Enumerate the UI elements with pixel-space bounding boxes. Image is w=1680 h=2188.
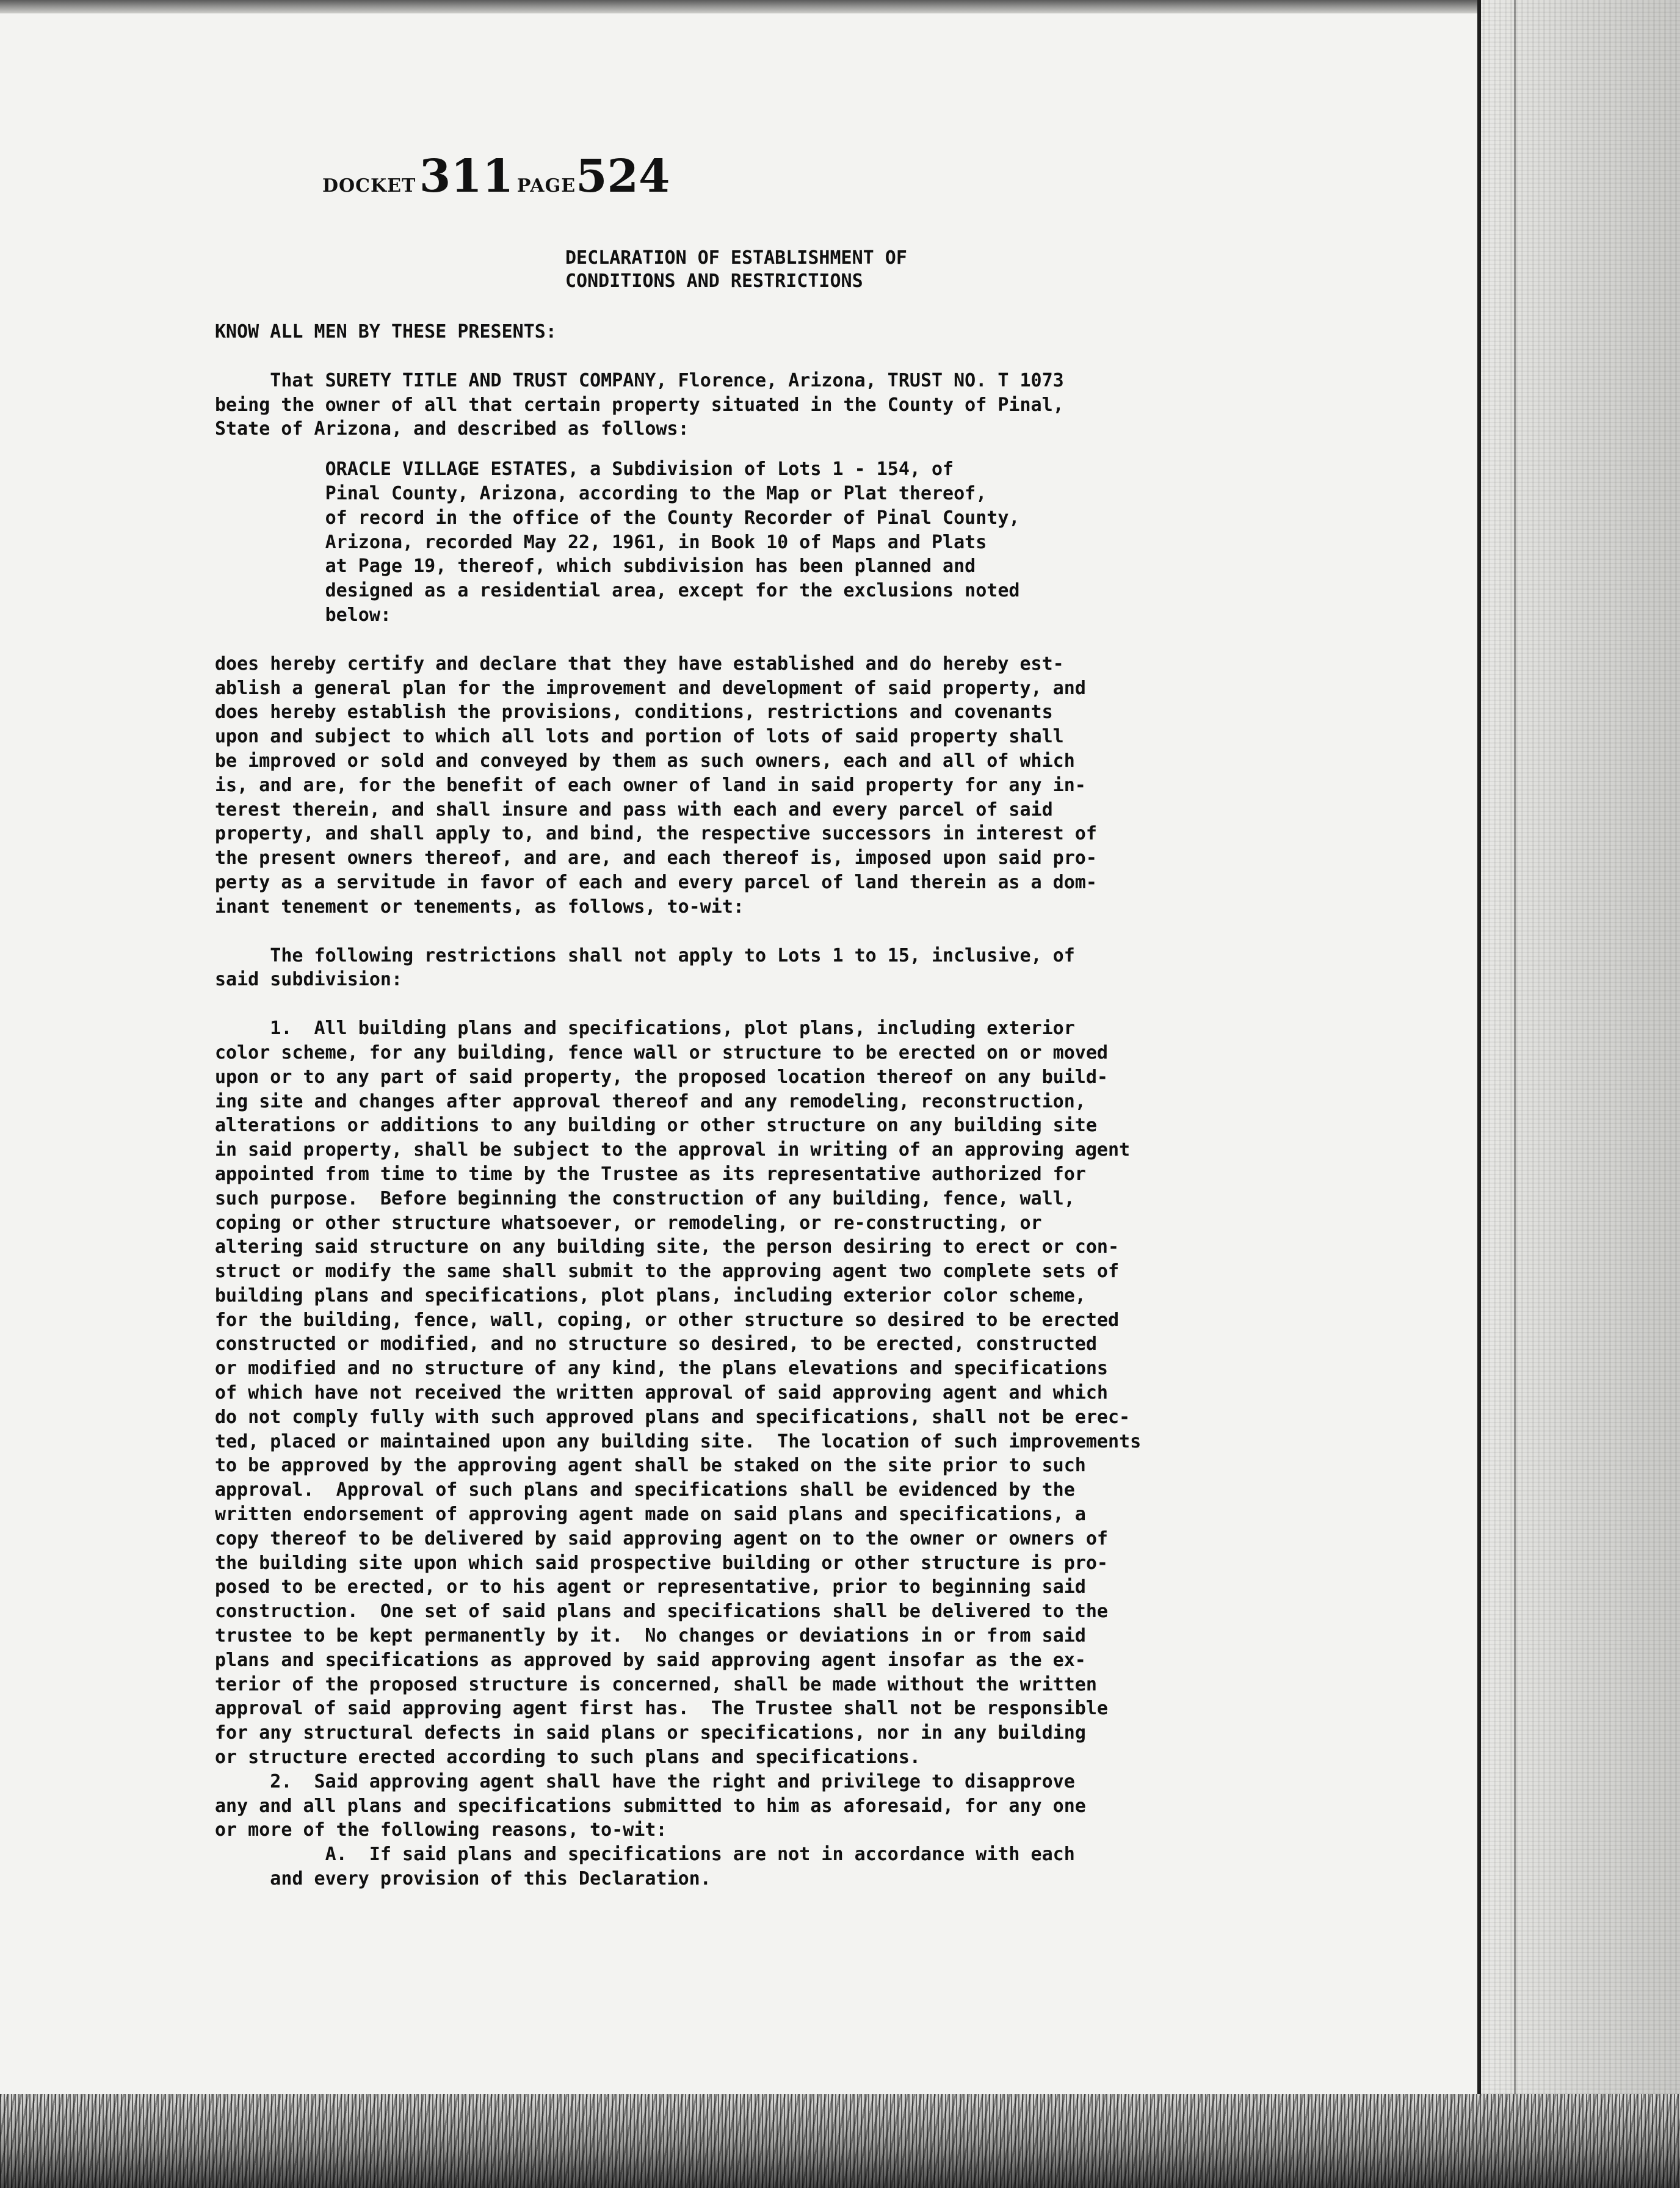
- text-line: below:: [215, 604, 391, 626]
- title-line-1: DECLARATION OF ESTABLISHMENT OF: [565, 247, 907, 269]
- text-line: perty as a servitude in favor of each and every parcel of land therein as a dom-: [215, 871, 1097, 893]
- text-line: designed as a residential area, except for the exclusions noted: [215, 580, 1020, 602]
- document-title: [565, 247, 907, 293]
- text-line: construction. One set of said plans and specifications shall be delivered to the: [215, 1601, 1108, 1623]
- docket-label: DOCKET: [322, 175, 416, 197]
- text-line: posed to be erected, or to his agent or representative, prior to beginning said: [215, 1576, 1086, 1598]
- text-line: being the owner of all that certain property situated in the County of Pinal,: [215, 394, 1064, 416]
- text-line: the building site upon which said prospective building or other structure is pro-: [215, 1552, 1108, 1574]
- text-line: be improved or sold and conveyed by them as such owners, each and all of which: [215, 750, 1075, 772]
- declaration-paragraph: [215, 652, 1436, 919]
- text-line: 1. All building plans and specifications, plot plans, including exterior: [215, 1018, 1075, 1040]
- text-line: ted, placed or maintained upon any building site. The location of such improvements: [215, 1430, 1142, 1452]
- text-line: Pinal County, Arizona, according to the Map or Plat thereof,: [215, 482, 987, 504]
- text-line: approval of said approving agent first has. The Trustee shall not be responsible: [215, 1698, 1108, 1720]
- text-line: upon or to any part of said property, the proposed location thereof on any build-: [215, 1066, 1108, 1088]
- document-body: [215, 320, 1436, 1891]
- text-line: or structure erected according to such plans and specifications.: [215, 1747, 921, 1769]
- intro-heading: KNOW ALL MEN BY THESE PRESENTS:: [215, 321, 557, 342]
- text-line: upon and subject to which all lots and portion of lots of said property shall: [215, 726, 1064, 748]
- docket-number: 311: [419, 150, 514, 203]
- text-line: plans and specifications as approved by said approving agent insofar as the ex-: [215, 1649, 1086, 1671]
- text-line: said subdivision:: [215, 969, 403, 991]
- text-line: ORACLE VILLAGE ESTATES, a Subdivision of Lots 1 - 154, of: [215, 458, 954, 480]
- text-line: for any structural defects in said plans or specifications, nor in any building: [215, 1722, 1086, 1744]
- owner-paragraph: [215, 369, 1436, 441]
- text-line: and every provision of this Declaration.: [215, 1868, 711, 1890]
- text-line: of which have not received the written approval of said approving agent and which: [215, 1382, 1108, 1404]
- docket-stamp: [322, 150, 670, 203]
- text-line: State of Arizona, and described as follows:: [215, 418, 689, 440]
- section-2: [215, 1770, 1436, 1891]
- text-line: terest therein, and shall insure and pass with each and every parcel of said: [215, 799, 1053, 820]
- text-line: coping or other structure whatsoever, or remodeling, or re-constructing, or: [215, 1212, 1042, 1234]
- title-line-2: CONDITIONS AND RESTRICTIONS: [565, 270, 863, 292]
- text-line: property, and shall apply to, and bind, the respective successors in interest of: [215, 823, 1097, 845]
- text-line: Arizona, recorded May 22, 1961, in Book 10 of Maps and Plats: [215, 531, 987, 553]
- text-line: to be approved by the approving agent shall be staked on the site prior to such: [215, 1455, 1086, 1477]
- text-line: the present owners thereof, and are, and each thereof is, imposed upon said pro-: [215, 847, 1097, 869]
- text-line: copy thereof to be delivered by said approving agent on to the owner or owners of: [215, 1527, 1108, 1549]
- text-line: ing site and changes after approval thereof and any remodeling, reconstruction,: [215, 1090, 1086, 1112]
- text-line: building plans and specifications, plot plans, including exterior color scheme,: [215, 1284, 1086, 1306]
- text-line: alterations or additions to any building or other structure on any building site: [215, 1115, 1097, 1137]
- text-line: struct or modify the same shall submit to the approving agent two complete sets of: [215, 1261, 1120, 1283]
- text-line: 2. Said approving agent shall have the right and privilege to disapprove: [215, 1770, 1075, 1792]
- text-line: The following restrictions shall not apply to Lots 1 to 15, inclusive, of: [215, 944, 1075, 966]
- text-line: approval. Approval of such plans and specifications shall be evidenced by the: [215, 1479, 1075, 1501]
- section-1: [215, 1016, 1436, 1770]
- text-line: color scheme, for any building, fence wall or structure to be erected on or moved: [215, 1041, 1108, 1063]
- legal-description: [215, 457, 1436, 628]
- text-line: That SURETY TITLE AND TRUST COMPANY, Florence, Arizona, TRUST NO. T 1073: [215, 369, 1064, 391]
- text-line: at Page 19, thereof, which subdivision has been planned and: [215, 556, 976, 578]
- text-line: written endorsement of approving agent made on said plans and specifications, a: [215, 1504, 1086, 1526]
- text-line: does hereby establish the provisions, conditions, restrictions and covenants: [215, 701, 1053, 723]
- scan-top-edge: [0, 0, 1680, 13]
- scan-bottom-edge: [0, 2094, 1680, 2188]
- scan-right-margin: [1477, 0, 1680, 2188]
- text-line: appointed from time to time by the Trustee as its representative authorized for: [215, 1163, 1086, 1185]
- text-line: of record in the office of the County Recorder of Pinal County,: [215, 507, 1020, 529]
- text-line: does hereby certify and declare that they have established and do hereby est-: [215, 653, 1064, 675]
- text-line: or modified and no structure of any kind, the plans elevations and specifications: [215, 1358, 1108, 1380]
- text-line: such purpose. Before beginning the construction of any building, fence, wall,: [215, 1187, 1075, 1209]
- text-line: ablish a general plan for the improvement and development of said property, and: [215, 677, 1086, 699]
- text-line: any and all plans and specifications submitted to him as aforesaid, for any one: [215, 1795, 1086, 1817]
- text-line: altering said structure on any building site, the person desiring to erect or con-: [215, 1236, 1120, 1258]
- text-line: constructed or modified, and no structure so desired, to be erected, constructed: [215, 1333, 1097, 1355]
- text-line: in said property, shall be subject to the approval in writing of an approving agent: [215, 1139, 1131, 1161]
- page-label: PAGE: [516, 175, 576, 197]
- text-line: or more of the following reasons, to-wit:: [215, 1819, 667, 1841]
- text-line: A. If said plans and specifications are not in accordance with each: [215, 1844, 1075, 1866]
- text-line: trustee to be kept permanently by it. No changes or deviations in or from said: [215, 1625, 1086, 1647]
- page-number: 524: [576, 150, 670, 203]
- text-line: inant tenement or tenements, as follows, to-wit:: [215, 896, 744, 918]
- text-line: for the building, fence, wall, coping, or other structure so desired to be erected: [215, 1309, 1120, 1331]
- text-line: terior of the proposed structure is concerned, shall be made without the written: [215, 1673, 1097, 1695]
- text-line: do not comply fully with such approved plans and specifications, shall not be erec-: [215, 1406, 1131, 1428]
- exclusion-paragraph: [215, 944, 1436, 993]
- text-line: is, and are, for the benefit of each owner of land in said property for any in-: [215, 774, 1086, 796]
